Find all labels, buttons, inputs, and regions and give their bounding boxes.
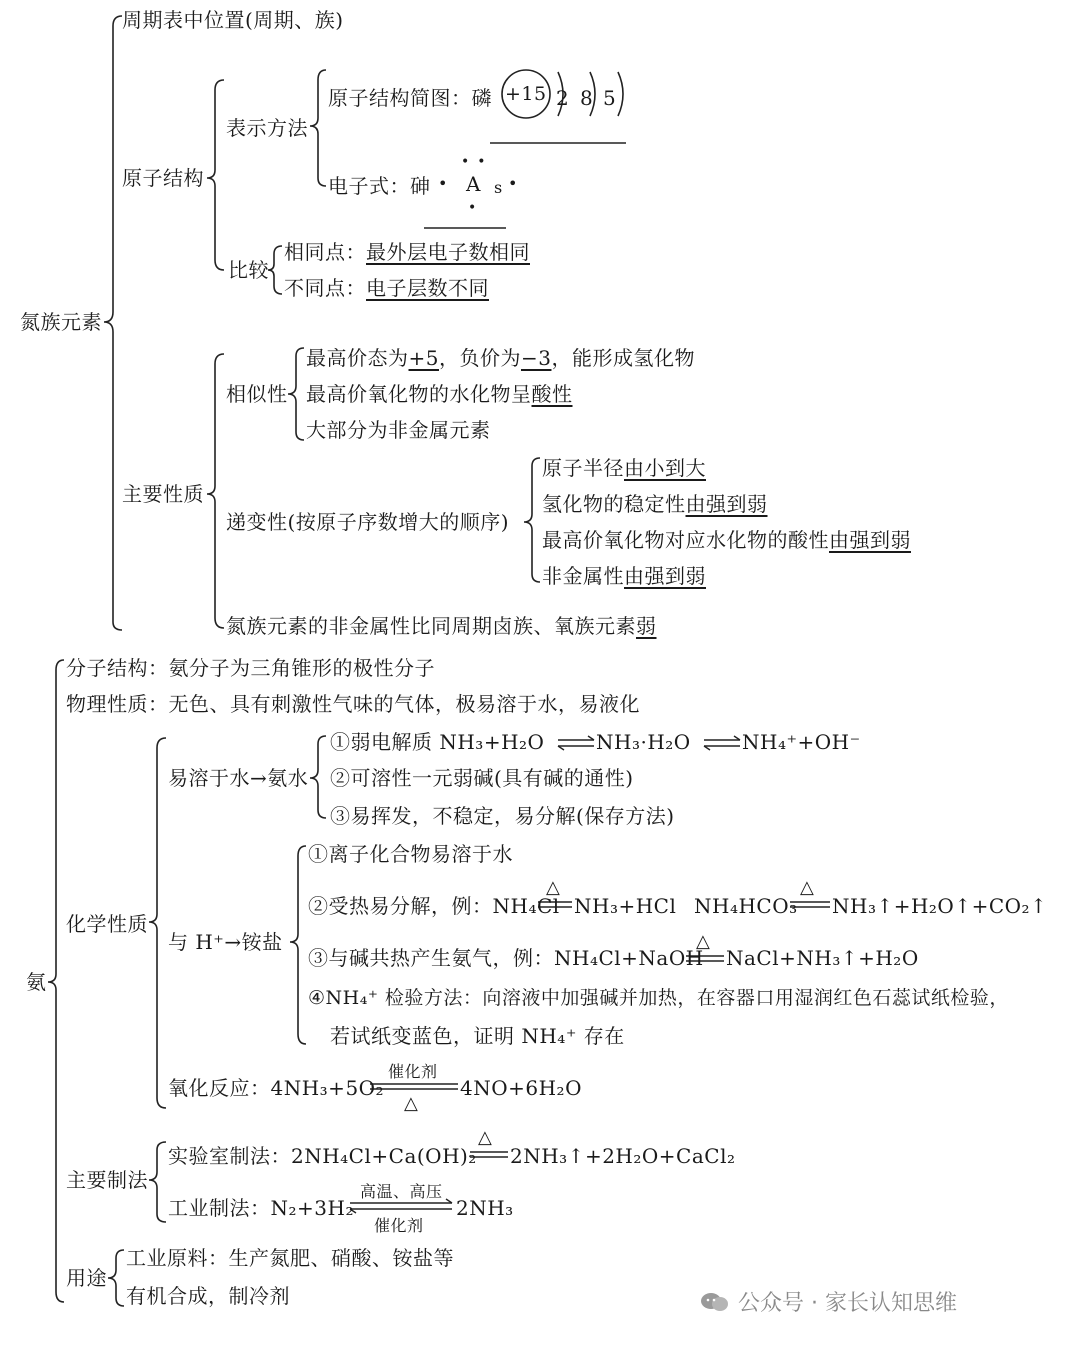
water-line-1-c: NH₄⁺+OH⁻	[742, 730, 861, 754]
similar-line-3: 大部分为非金属元素	[306, 418, 491, 442]
shell-1: 2	[556, 86, 570, 110]
electron-dot-left: •	[438, 174, 448, 193]
acid-line-3-b: NaCl+NH₃↑+H₂O	[726, 946, 919, 970]
delta-2: △	[800, 877, 815, 898]
water-line-2: ②可溶性一元弱碱(具有碱的通性)	[330, 766, 634, 790]
oxidation-catalyst: 催化剂	[388, 1062, 438, 1081]
chemical-title: 化学性质	[66, 912, 148, 936]
lab-prep-a: 实验室制法：2NH₄Cl+Ca(OH)₂	[168, 1144, 477, 1168]
atomic-structure-title: 原子结构	[122, 166, 204, 190]
gradual-title: 递变性(按原子序数增大的顺序)	[226, 510, 510, 534]
acid-title: 与 H⁺→铵盐	[168, 930, 283, 954]
nonmetal-compare-line: 氮族元素的非金属性比同周期卤族、氧族元素弱	[226, 614, 657, 638]
nitrogen-family-root: 氮族元素	[20, 310, 102, 334]
acid-line-1: ①离子化合物易溶于水	[308, 842, 513, 866]
uses-line-1: 工业原料：生产氮肥、硝酸、铵盐等	[126, 1246, 454, 1270]
industrial-prep-b: 2NH₃	[456, 1196, 514, 1220]
delta-3: △	[696, 931, 711, 952]
industrial-prep-a: 工业制法：N₂+3H₂	[168, 1196, 354, 1220]
gradual-line-1: 原子半径由小到大	[542, 456, 706, 480]
industrial-condition-top: 高温、高压	[360, 1182, 443, 1201]
water-line-3: ③易挥发，不稳定，易分解(保存方法)	[330, 804, 675, 828]
lab-prep-delta: △	[478, 1127, 493, 1148]
lab-prep-b: 2NH₃↑+2H₂O+CaCl₂	[510, 1144, 736, 1168]
electron-formula-label: 电子式：砷	[328, 174, 431, 198]
electron-dot-right: •	[508, 174, 518, 193]
acid-line-2-c: NH₄HCO₃	[694, 894, 798, 918]
acid-line-2-b: NH₃+HCl	[574, 894, 677, 918]
acid-line-2-a: ②受热易分解，例：NH₄Cl	[308, 894, 560, 918]
periodic-position: 周期表中位置(周期、族)	[122, 8, 344, 32]
electron-symbol: A	[466, 172, 481, 196]
similarity-title: 相似性	[226, 382, 288, 406]
electron-dots-top: ••	[461, 154, 494, 170]
acid-line-2-d: NH₃↑+H₂O↑+CO₂↑	[832, 894, 1048, 918]
compare-title: 比较	[228, 258, 269, 282]
acid-line-3-a: ③与碱共热产生氨气，例：NH₄Cl+NaOH	[308, 946, 704, 970]
representation-title: 表示方法	[226, 116, 308, 140]
shell-2: 8	[580, 86, 594, 110]
preparation-title: 主要制法	[66, 1168, 148, 1192]
diff-point: 不同点：电子层数不同	[284, 276, 489, 300]
wechat-icon	[700, 1291, 730, 1313]
electron-dot-bottom: •	[468, 200, 477, 216]
oxidation-delta: △	[404, 1093, 419, 1114]
water-line-1-a: ①弱电解质 NH₃+H₂O	[330, 730, 545, 754]
molecular-structure: 分子结构：氨分子为三角锥形的极性分子	[66, 656, 435, 680]
acid-line-5: 若试纸变蓝色，证明 NH₄⁺ 存在	[330, 1024, 625, 1048]
same-point: 相同点：最外层电子数相同	[284, 240, 530, 264]
properties-title: 主要性质	[122, 482, 204, 506]
structure-diagram-label: 原子结构简图：磷	[328, 86, 492, 110]
gradual-line-4: 非金属性由强到弱	[542, 564, 706, 588]
oxidation-b: 4NO+6H₂O	[460, 1076, 582, 1100]
uses-line-2: 有机合成，制冷剂	[126, 1284, 290, 1308]
watermark-text: 公众号 · 家长认知思维	[738, 1291, 957, 1316]
gradual-line-2: 氢化物的稳定性由强到弱	[542, 492, 768, 516]
industrial-condition-bottom: 催化剂	[374, 1216, 424, 1235]
acid-line-4: ④NH₄⁺ 检验方法：向溶液中加强碱并加热，在容器口用湿润红色石蕊试纸检验，	[308, 987, 1009, 1009]
similar-line-1: 最高价态为+5，负价为−3，能形成氢化物	[306, 346, 695, 370]
electron-symbol-sub: s	[494, 178, 503, 197]
oxidation-a: 氧化反应：4NH₃+5O₂	[168, 1076, 385, 1100]
water-line-1-b: NH₃·H₂O	[596, 730, 691, 754]
watermark	[700, 1286, 957, 1317]
uses-title: 用途	[66, 1266, 107, 1290]
shell-3: 5	[603, 86, 617, 110]
delta-1: △	[546, 877, 561, 898]
nucleus-charge: +15	[505, 83, 547, 105]
physical-properties: 物理性质：无色、具有刺激性气味的气体，极易溶于水，易液化	[66, 692, 640, 716]
similar-line-2: 最高价氧化物的水化物呈酸性	[306, 382, 573, 406]
water-title: 易溶于水→氨水	[168, 766, 309, 790]
ammonia-root: 氨	[26, 970, 47, 994]
gradual-line-3: 最高价氧化物对应水化物的酸性由强到弱	[542, 528, 911, 552]
